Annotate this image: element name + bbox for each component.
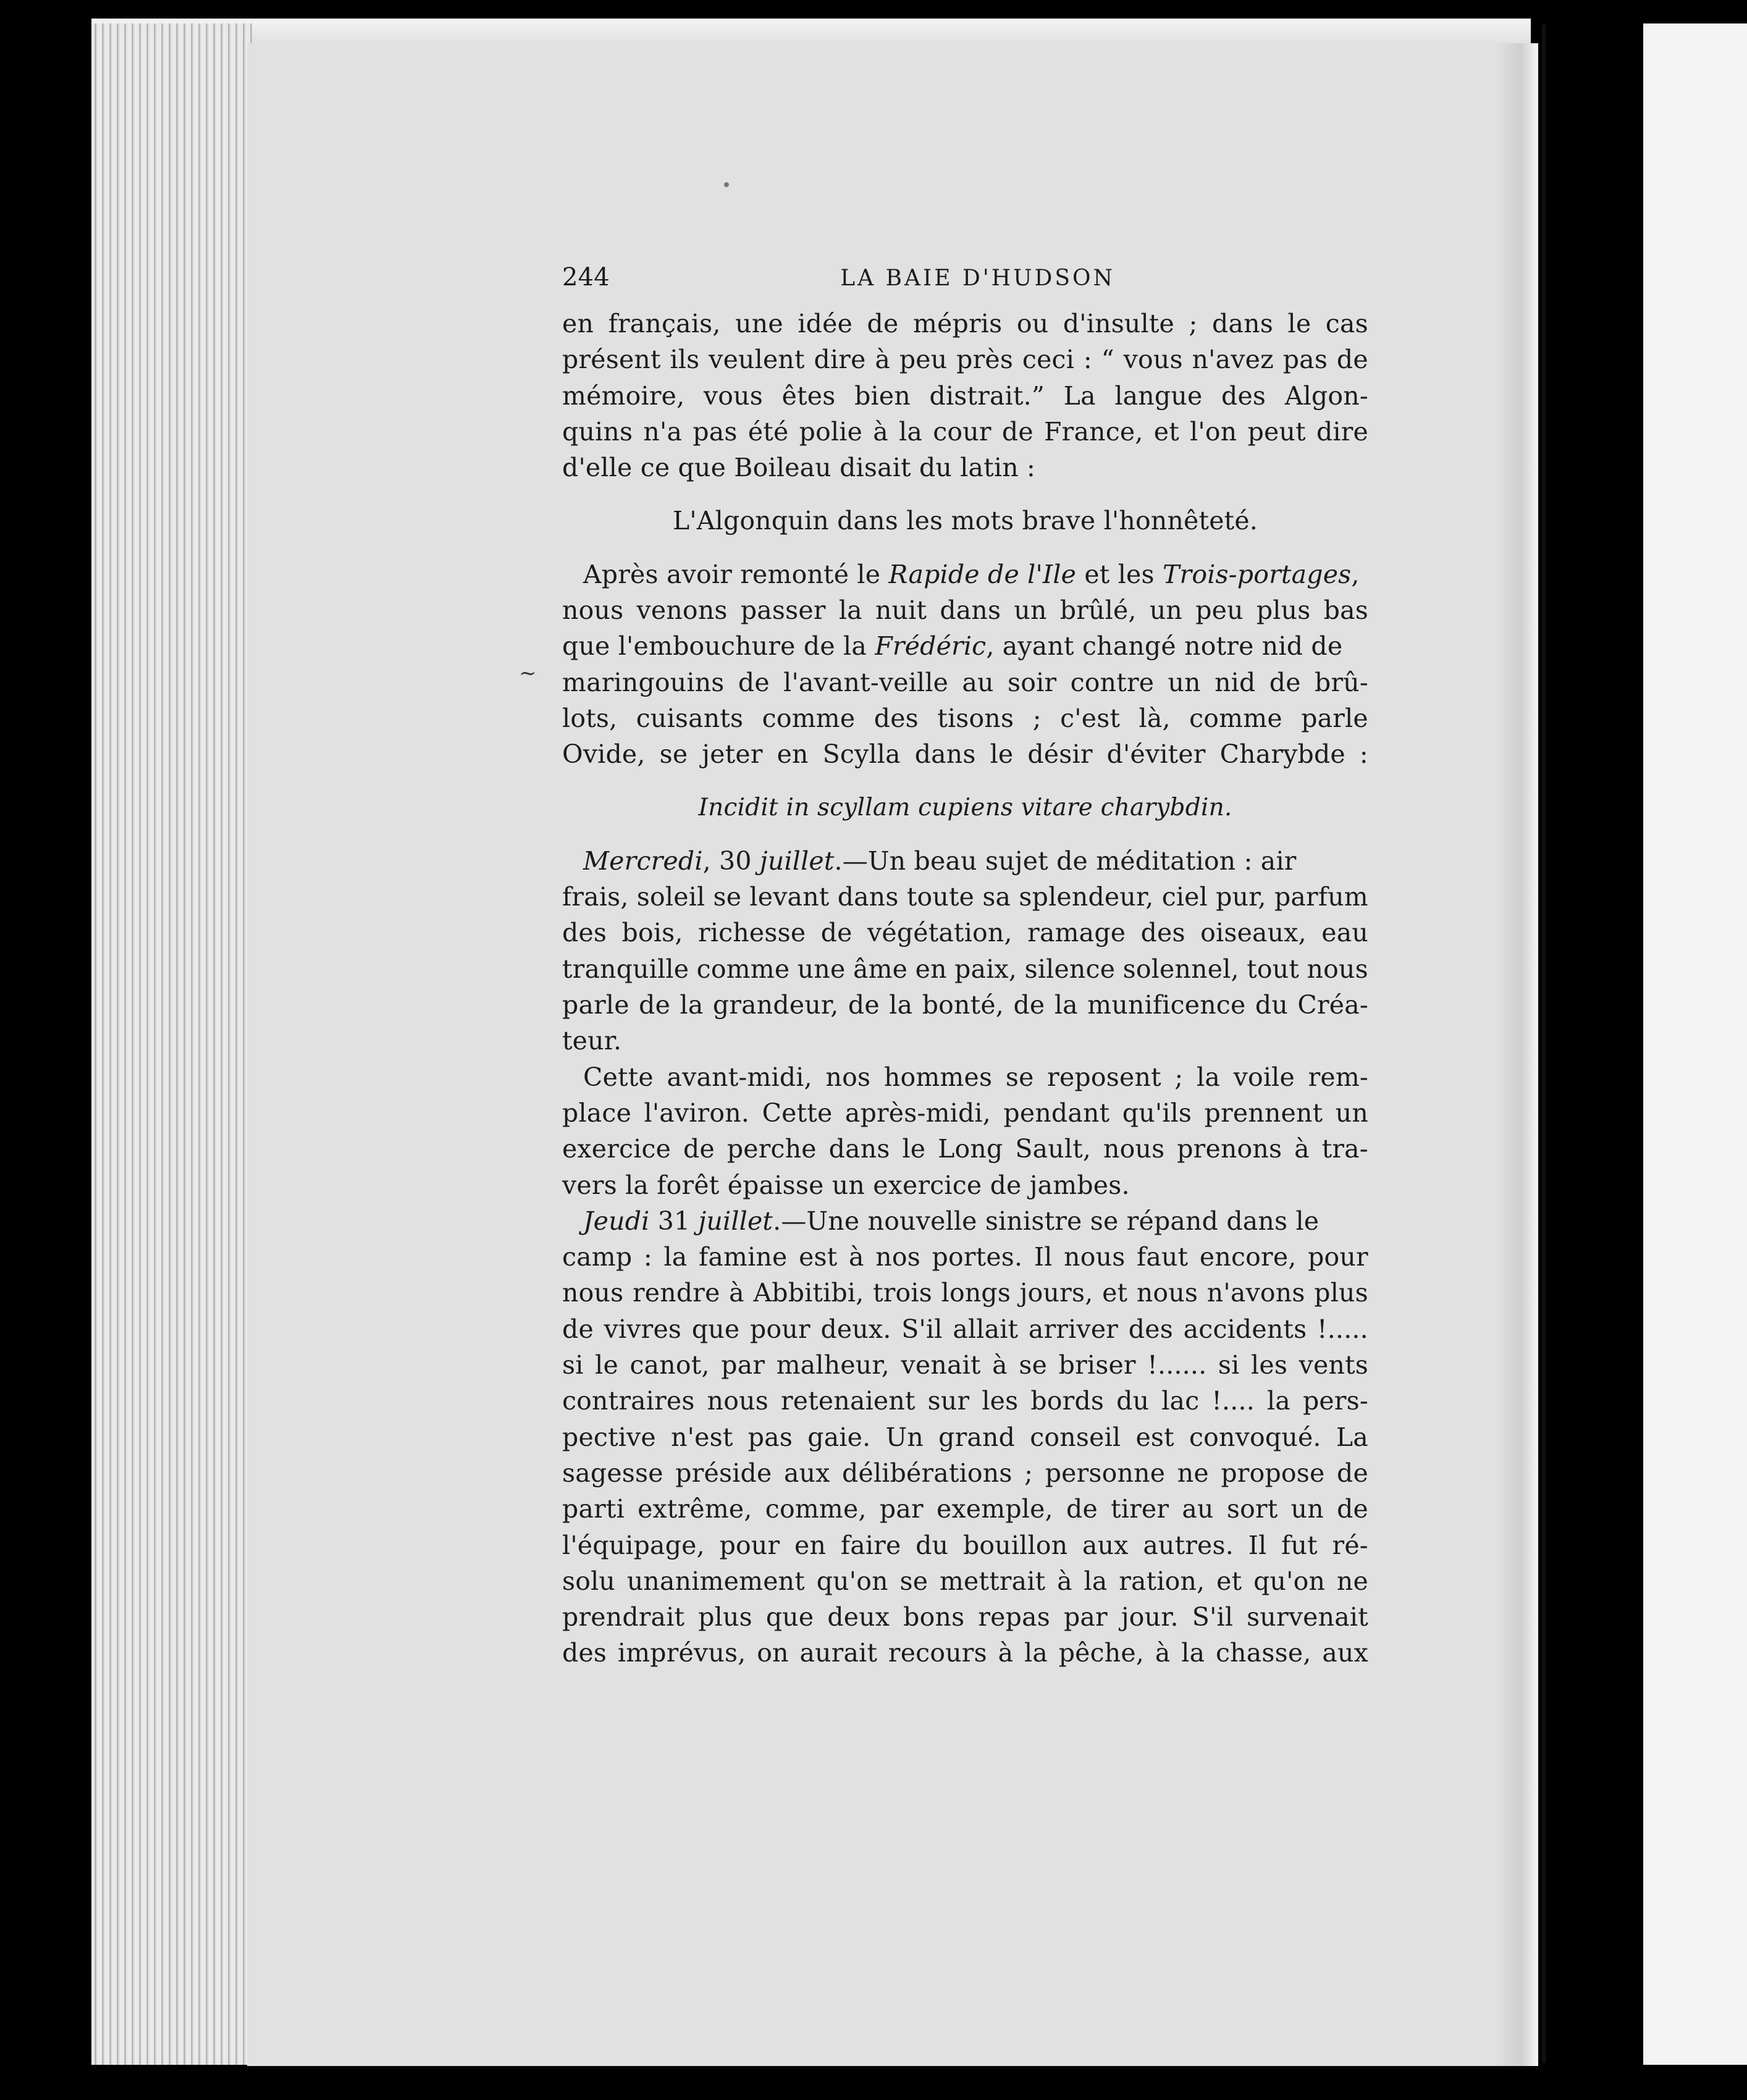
text-line: mémoire, vous êtes bien distrait.” La langue des Algon- xyxy=(562,380,1368,411)
text-line: présent ils veulent dire à peu près ceci : “ vous n'avez pas de xyxy=(562,345,1368,375)
facing-page-edge xyxy=(1643,23,1747,2065)
page-block-edges xyxy=(91,23,252,2065)
scan-speck xyxy=(724,182,729,187)
text-line: de vivres que pour deux. S'il allait arriver des accidents !..... xyxy=(562,1314,1368,1344)
text-line: Après avoir remonté le Rapide de l'Ile et les Trois-portages, xyxy=(583,559,1360,589)
text-line: nous rendre à Abbitibi, trois longs jours, et nous n'avons plus xyxy=(562,1278,1368,1308)
text-line: teur. xyxy=(562,1026,622,1056)
text-line: que l'embouchure de la Frédéric, ayant changé notre nid de xyxy=(562,631,1343,662)
paragraph-5 xyxy=(562,1203,1368,1671)
text-line: Cette avant-midi, nos hommes se reposent ; la voile rem- xyxy=(583,1062,1368,1092)
text-line: camp : la famine est à nos portes. Il nous faut encore, pour xyxy=(562,1242,1368,1272)
page-gutter-shadow xyxy=(1495,43,1538,2066)
text-line: l'équipage, pour en faire du bouillon aux autres. Il fut ré- xyxy=(562,1530,1368,1560)
text-line: exercice de perche dans le Long Sault, nous prenons à tra- xyxy=(562,1134,1368,1164)
text-line: Mercredi, 30 juillet.—Un beau sujet de méditation : air xyxy=(583,846,1297,876)
text-line: lots, cuisants comme des tisons ; c'est là, comme parle xyxy=(562,703,1368,733)
text-line: Ovide, se jeter en Scylla dans le désir d'éviter Charybde : xyxy=(562,739,1368,770)
page-number: 244 xyxy=(562,263,610,292)
text-line: parti extrême, comme, par exemple, de tirer au sort un de xyxy=(562,1494,1368,1524)
text-line: Jeudi 31 juillet.—Une nouvelle sinistre se répand dans le xyxy=(583,1206,1320,1236)
text-block xyxy=(562,259,1368,1671)
running-header xyxy=(562,259,1368,303)
gutter-line xyxy=(1542,25,1546,2063)
margin-mark: ~ xyxy=(519,661,537,686)
text-line: contraires nous retenaient sur les bords du lac !.... la pers- xyxy=(562,1386,1368,1416)
text-line: place l'aviron. Cette après-midi, pendant qu'ils prennent un xyxy=(562,1098,1368,1128)
text-line: d'elle ce que Boileau disait du latin : xyxy=(562,453,1036,483)
text-line: tranquille comme une âme en paix, silence solennel, tout nous xyxy=(562,954,1368,984)
text-line: des imprévus, on aurait recours à la pêche, à la chasse, aux xyxy=(562,1638,1368,1668)
text-line: en français, une idée de mépris ou d'insulte ; dans le cas xyxy=(562,309,1368,338)
verse-quote: L'Algonquin dans les mots brave l'honnêteté. xyxy=(672,506,1258,536)
text-line: nous venons passer la nuit dans un brûlé, un peu plus bas xyxy=(562,595,1368,626)
text-line: frais, soleil se levant dans toute sa splendeur, ciel pur, parfum xyxy=(562,882,1368,912)
paragraph-3 xyxy=(562,843,1368,1059)
text-line: vers la forêt épaisse un exercice de jambes. xyxy=(562,1170,1130,1200)
text-line: des bois, richesse de végétation, ramage des oiseaux, eau xyxy=(562,918,1368,948)
paragraph-2 xyxy=(562,556,1368,773)
text-line: maringouins de l'avant-veille au soir contre un nid de brû- xyxy=(562,667,1368,697)
latin-quote: Incidit in scyllam cupiens vitare charybdin. xyxy=(698,793,1232,821)
text-line: sagesse préside aux délibérations ; personne ne propose de xyxy=(562,1458,1368,1488)
text-line: parle de la grandeur, de la bonté, de la munificence du Créa- xyxy=(562,990,1368,1020)
text-line: si le canot, par malheur, venait à se briser !...... si les vents xyxy=(562,1350,1368,1380)
text-line: prendrait plus que deux bons repas par jour. S'il survenait xyxy=(562,1602,1368,1632)
paragraph-4 xyxy=(562,1059,1368,1203)
running-title: LA BAIE D'HUDSON xyxy=(840,266,1115,291)
text-line: solu unanimement qu'on se mettrait à la ration, et qu'on ne xyxy=(562,1566,1368,1596)
paragraph-1 xyxy=(562,306,1368,485)
text-line: quins n'a pas été polie à la cour de France, et l'on peut dire xyxy=(562,416,1368,447)
text-line: pective n'est pas gaie. Un grand conseil est convoqué. La xyxy=(562,1422,1368,1452)
